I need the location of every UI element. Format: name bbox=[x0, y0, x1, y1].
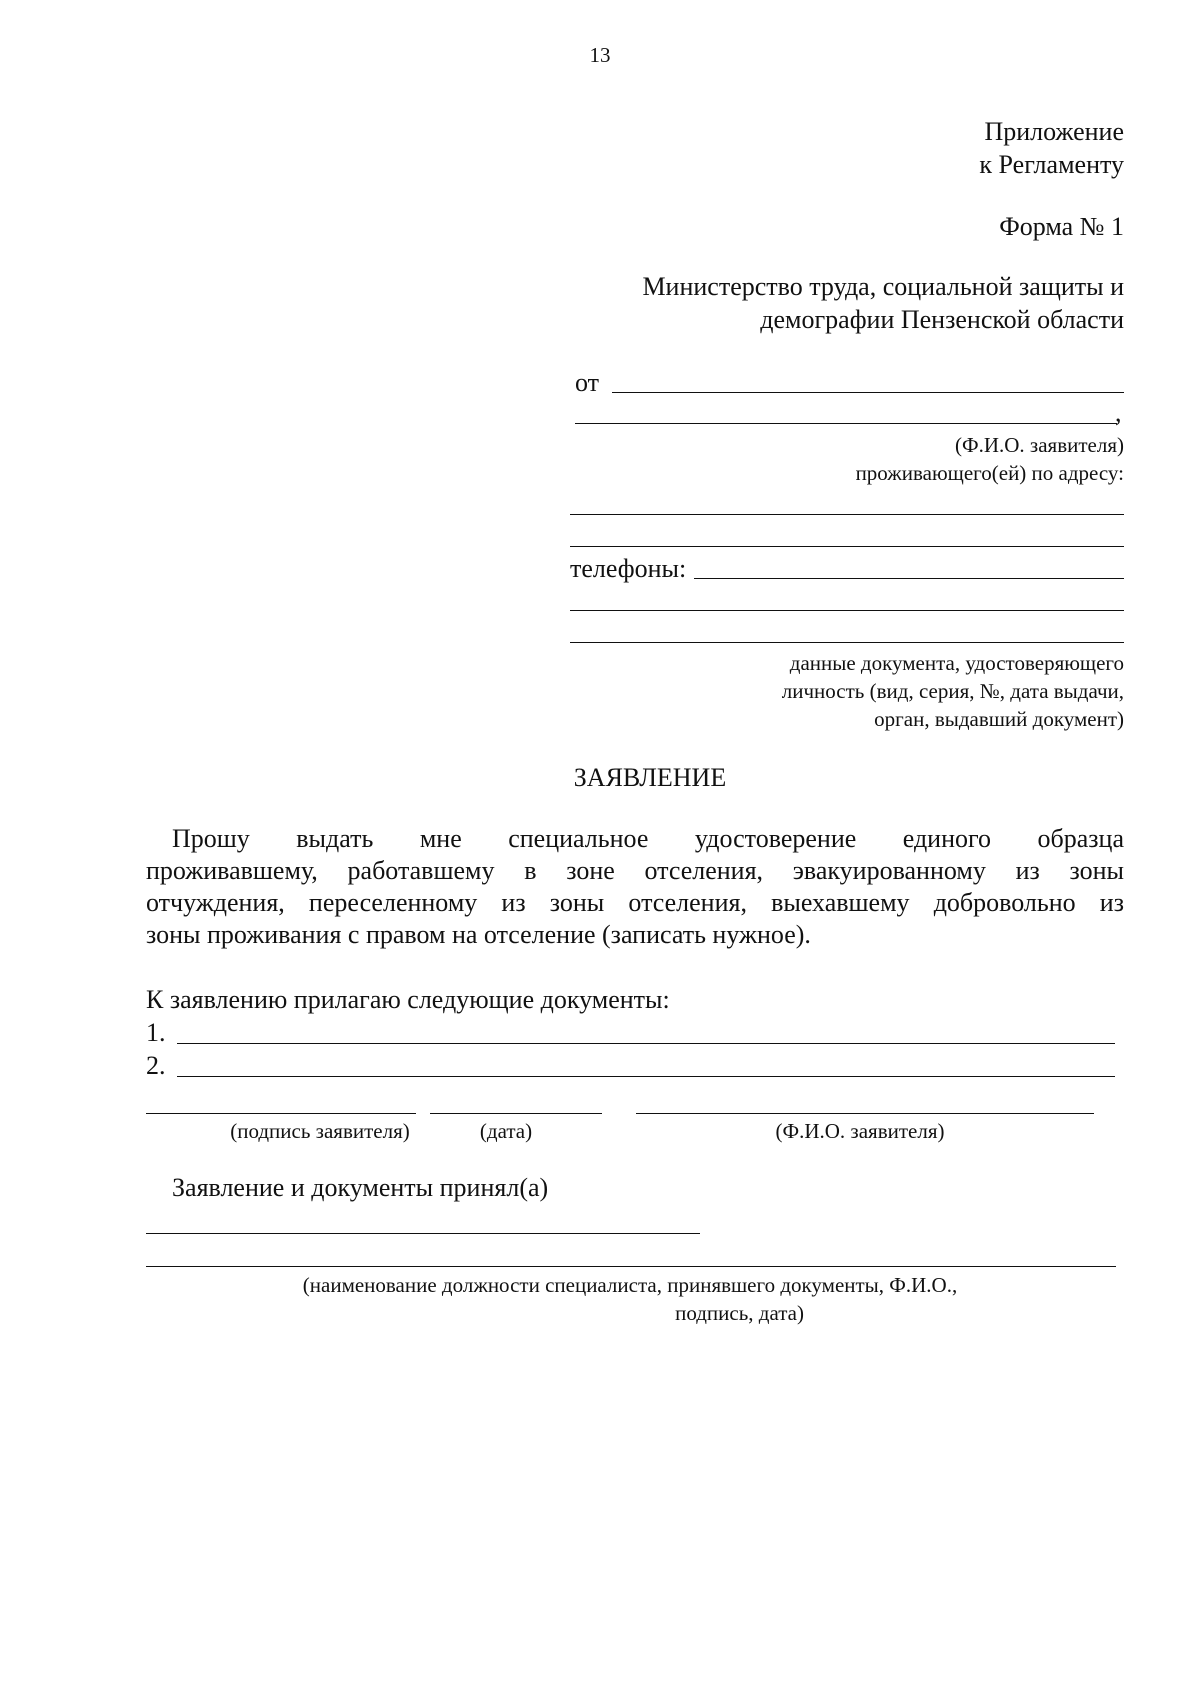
ministry-name-line1: Министерство труда, социальной защиты и bbox=[642, 272, 1124, 301]
request-line-2: проживавшему, работавшему в зоне отселения, эвакуированному из зоны bbox=[146, 856, 1124, 885]
acceptance-line-1[interactable] bbox=[146, 1233, 700, 1234]
request-line-3: отчуждения, переселенному из зоны отселения, выехавшему добровольно из bbox=[146, 888, 1124, 917]
applicant-name-line-1[interactable] bbox=[612, 392, 1124, 393]
appendix-title: Приложение bbox=[984, 117, 1124, 146]
id-caption-line2: личность (вид, серия, №, дата выдачи, bbox=[781, 679, 1124, 703]
attachment-line-1[interactable] bbox=[177, 1043, 1115, 1044]
id-document-line-1[interactable] bbox=[570, 610, 1124, 611]
fio-caption: (Ф.И.О. заявителя) bbox=[955, 433, 1124, 457]
acceptance-text: Заявление и документы принял(а) bbox=[172, 1173, 549, 1202]
acceptance-line-2[interactable] bbox=[146, 1266, 1116, 1267]
attachments-intro: К заявлению прилагаю следующие документы: bbox=[146, 985, 670, 1014]
date-caption: (дата) bbox=[479, 1119, 533, 1143]
ministry-name-line2: демографии Пензенской области bbox=[760, 305, 1124, 334]
address-line-1[interactable] bbox=[570, 514, 1124, 515]
id-document-line-2[interactable] bbox=[570, 642, 1124, 643]
appendix-subtitle: к Регламенту bbox=[979, 150, 1124, 179]
date-line[interactable] bbox=[430, 1113, 602, 1114]
address-caption: проживающего(ей) по адресу: bbox=[855, 461, 1124, 485]
page-number: 13 bbox=[589, 43, 611, 67]
form-number: Форма № 1 bbox=[999, 212, 1124, 241]
request-paragraph bbox=[146, 823, 1124, 951]
address-line-2[interactable] bbox=[570, 546, 1124, 547]
signature-line[interactable] bbox=[146, 1113, 416, 1114]
request-line-1: Прошу выдать мне специальное удостоверение единого образца bbox=[172, 824, 1124, 853]
attachment-number-2: 2. bbox=[146, 1051, 166, 1080]
attachment-number-1: 1. bbox=[146, 1018, 166, 1047]
attachment-line-2[interactable] bbox=[177, 1076, 1115, 1077]
signer-fio-line[interactable] bbox=[636, 1113, 1094, 1114]
applicant-name-line-2[interactable] bbox=[575, 423, 1117, 424]
phones-label: телефоны: bbox=[570, 554, 687, 583]
fio-signature-caption: (Ф.И.О. заявителя) bbox=[775, 1119, 945, 1143]
acceptance-caption-line2: подпись, дата) bbox=[675, 1301, 804, 1325]
id-caption-line1: данные документа, удостоверяющего bbox=[789, 651, 1124, 675]
signature-caption: (подпись заявителя) bbox=[230, 1119, 410, 1143]
document-title: ЗАЯВЛЕНИЕ bbox=[573, 763, 727, 792]
from-label: от bbox=[575, 368, 600, 397]
request-line-4: зоны проживания с правом на отселение (записать нужное). bbox=[146, 920, 811, 949]
acceptance-caption-line1: (наименование должности специалиста, принявшего документы, Ф.И.О., bbox=[302, 1273, 958, 1297]
comma: , bbox=[1115, 398, 1122, 427]
id-caption-line3: орган, выдавший документ) bbox=[874, 707, 1124, 731]
phones-line[interactable] bbox=[694, 578, 1124, 579]
